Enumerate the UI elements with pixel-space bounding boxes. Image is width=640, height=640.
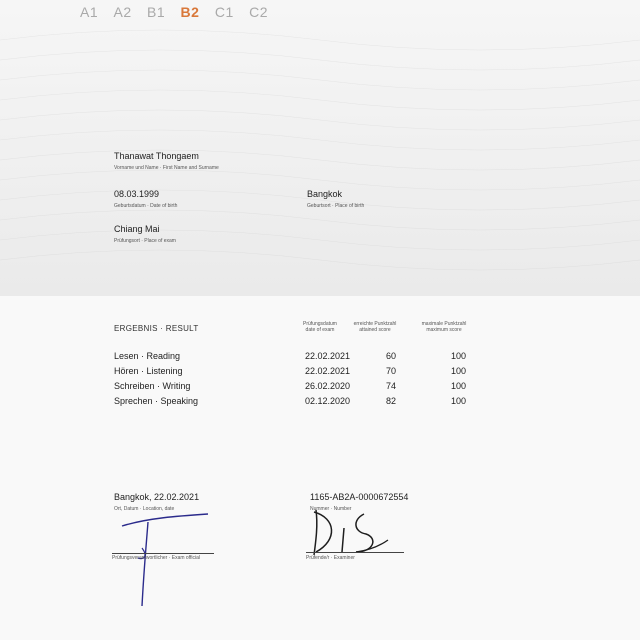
column-header-max: maximale Punktzahl maximum score xyxy=(421,321,467,333)
holder-name: Thanawat Thongaem xyxy=(114,151,199,161)
date-of-birth-caption: Geburtsdatum · Date of birth xyxy=(114,203,178,209)
attained-score: 82 xyxy=(385,396,396,406)
attained-score: 60 xyxy=(385,351,396,361)
exam-date: 02.12.2020 xyxy=(304,396,350,406)
max-score: 100 xyxy=(450,366,466,376)
attained-score: 74 xyxy=(385,381,396,391)
guilloche-pattern xyxy=(0,0,640,296)
exam-date: 26.02.2020 xyxy=(304,381,350,391)
result-row xyxy=(114,381,474,395)
column-header-score: erreichte Punktzahl attained score xyxy=(353,321,397,333)
skill-name: Hören · Listening xyxy=(114,366,183,376)
skill-name: Sprechen · Speaking xyxy=(114,396,199,406)
result-row xyxy=(114,351,474,365)
place-of-birth-caption: Geburtsort · Place of birth xyxy=(307,203,365,209)
result-section-background xyxy=(0,296,640,640)
level-b2: B2 xyxy=(180,4,200,20)
level-c1: C1 xyxy=(214,4,234,20)
certificate-number: 1165-AB2A-0000672554 xyxy=(310,492,409,502)
exam-date: 22.02.2021 xyxy=(304,351,350,361)
column-header-date: Prüfungsdatum date of exam xyxy=(303,321,337,333)
issue-place-date-caption: Ort, Datum · Location, date xyxy=(114,506,175,512)
place-of-exam: Chiang Mai xyxy=(114,224,160,234)
result-title: ERGEBNIS · RESULT xyxy=(114,324,199,333)
certificate-number-caption: Nummer · Number xyxy=(310,506,352,512)
issue-place-date: Bangkok, 22.02.2021 xyxy=(114,492,200,502)
level-a2: A2 xyxy=(113,4,132,20)
max-score: 100 xyxy=(450,351,466,361)
result-row xyxy=(114,366,474,380)
signature-line-examiner xyxy=(306,552,404,553)
date-of-birth: 08.03.1999 xyxy=(114,189,160,199)
attained-score: 70 xyxy=(385,366,396,376)
max-score: 100 xyxy=(450,396,466,406)
skill-name: Schreiben · Writing xyxy=(114,381,191,391)
examiner-caption: Prüfende/r · Examiner xyxy=(306,555,355,561)
level-indicator xyxy=(80,4,279,20)
exam-date: 22.02.2021 xyxy=(304,366,350,376)
level-c2: C2 xyxy=(249,4,269,20)
level-b1: B1 xyxy=(147,4,166,20)
signature-line-official xyxy=(112,553,214,554)
place-of-birth: Bangkok xyxy=(307,189,343,199)
level-a1: A1 xyxy=(80,4,99,20)
max-score: 100 xyxy=(450,381,466,391)
place-of-exam-caption: Prüfungsort · Place of exam xyxy=(114,238,176,244)
holder-name-caption: Vorname und Name · First Name and Surname xyxy=(114,165,219,171)
skill-name: Lesen · Reading xyxy=(114,351,181,361)
result-row xyxy=(114,396,474,410)
exam-official-caption: Prüfungsverantwortlicher · Exam official xyxy=(112,555,200,561)
